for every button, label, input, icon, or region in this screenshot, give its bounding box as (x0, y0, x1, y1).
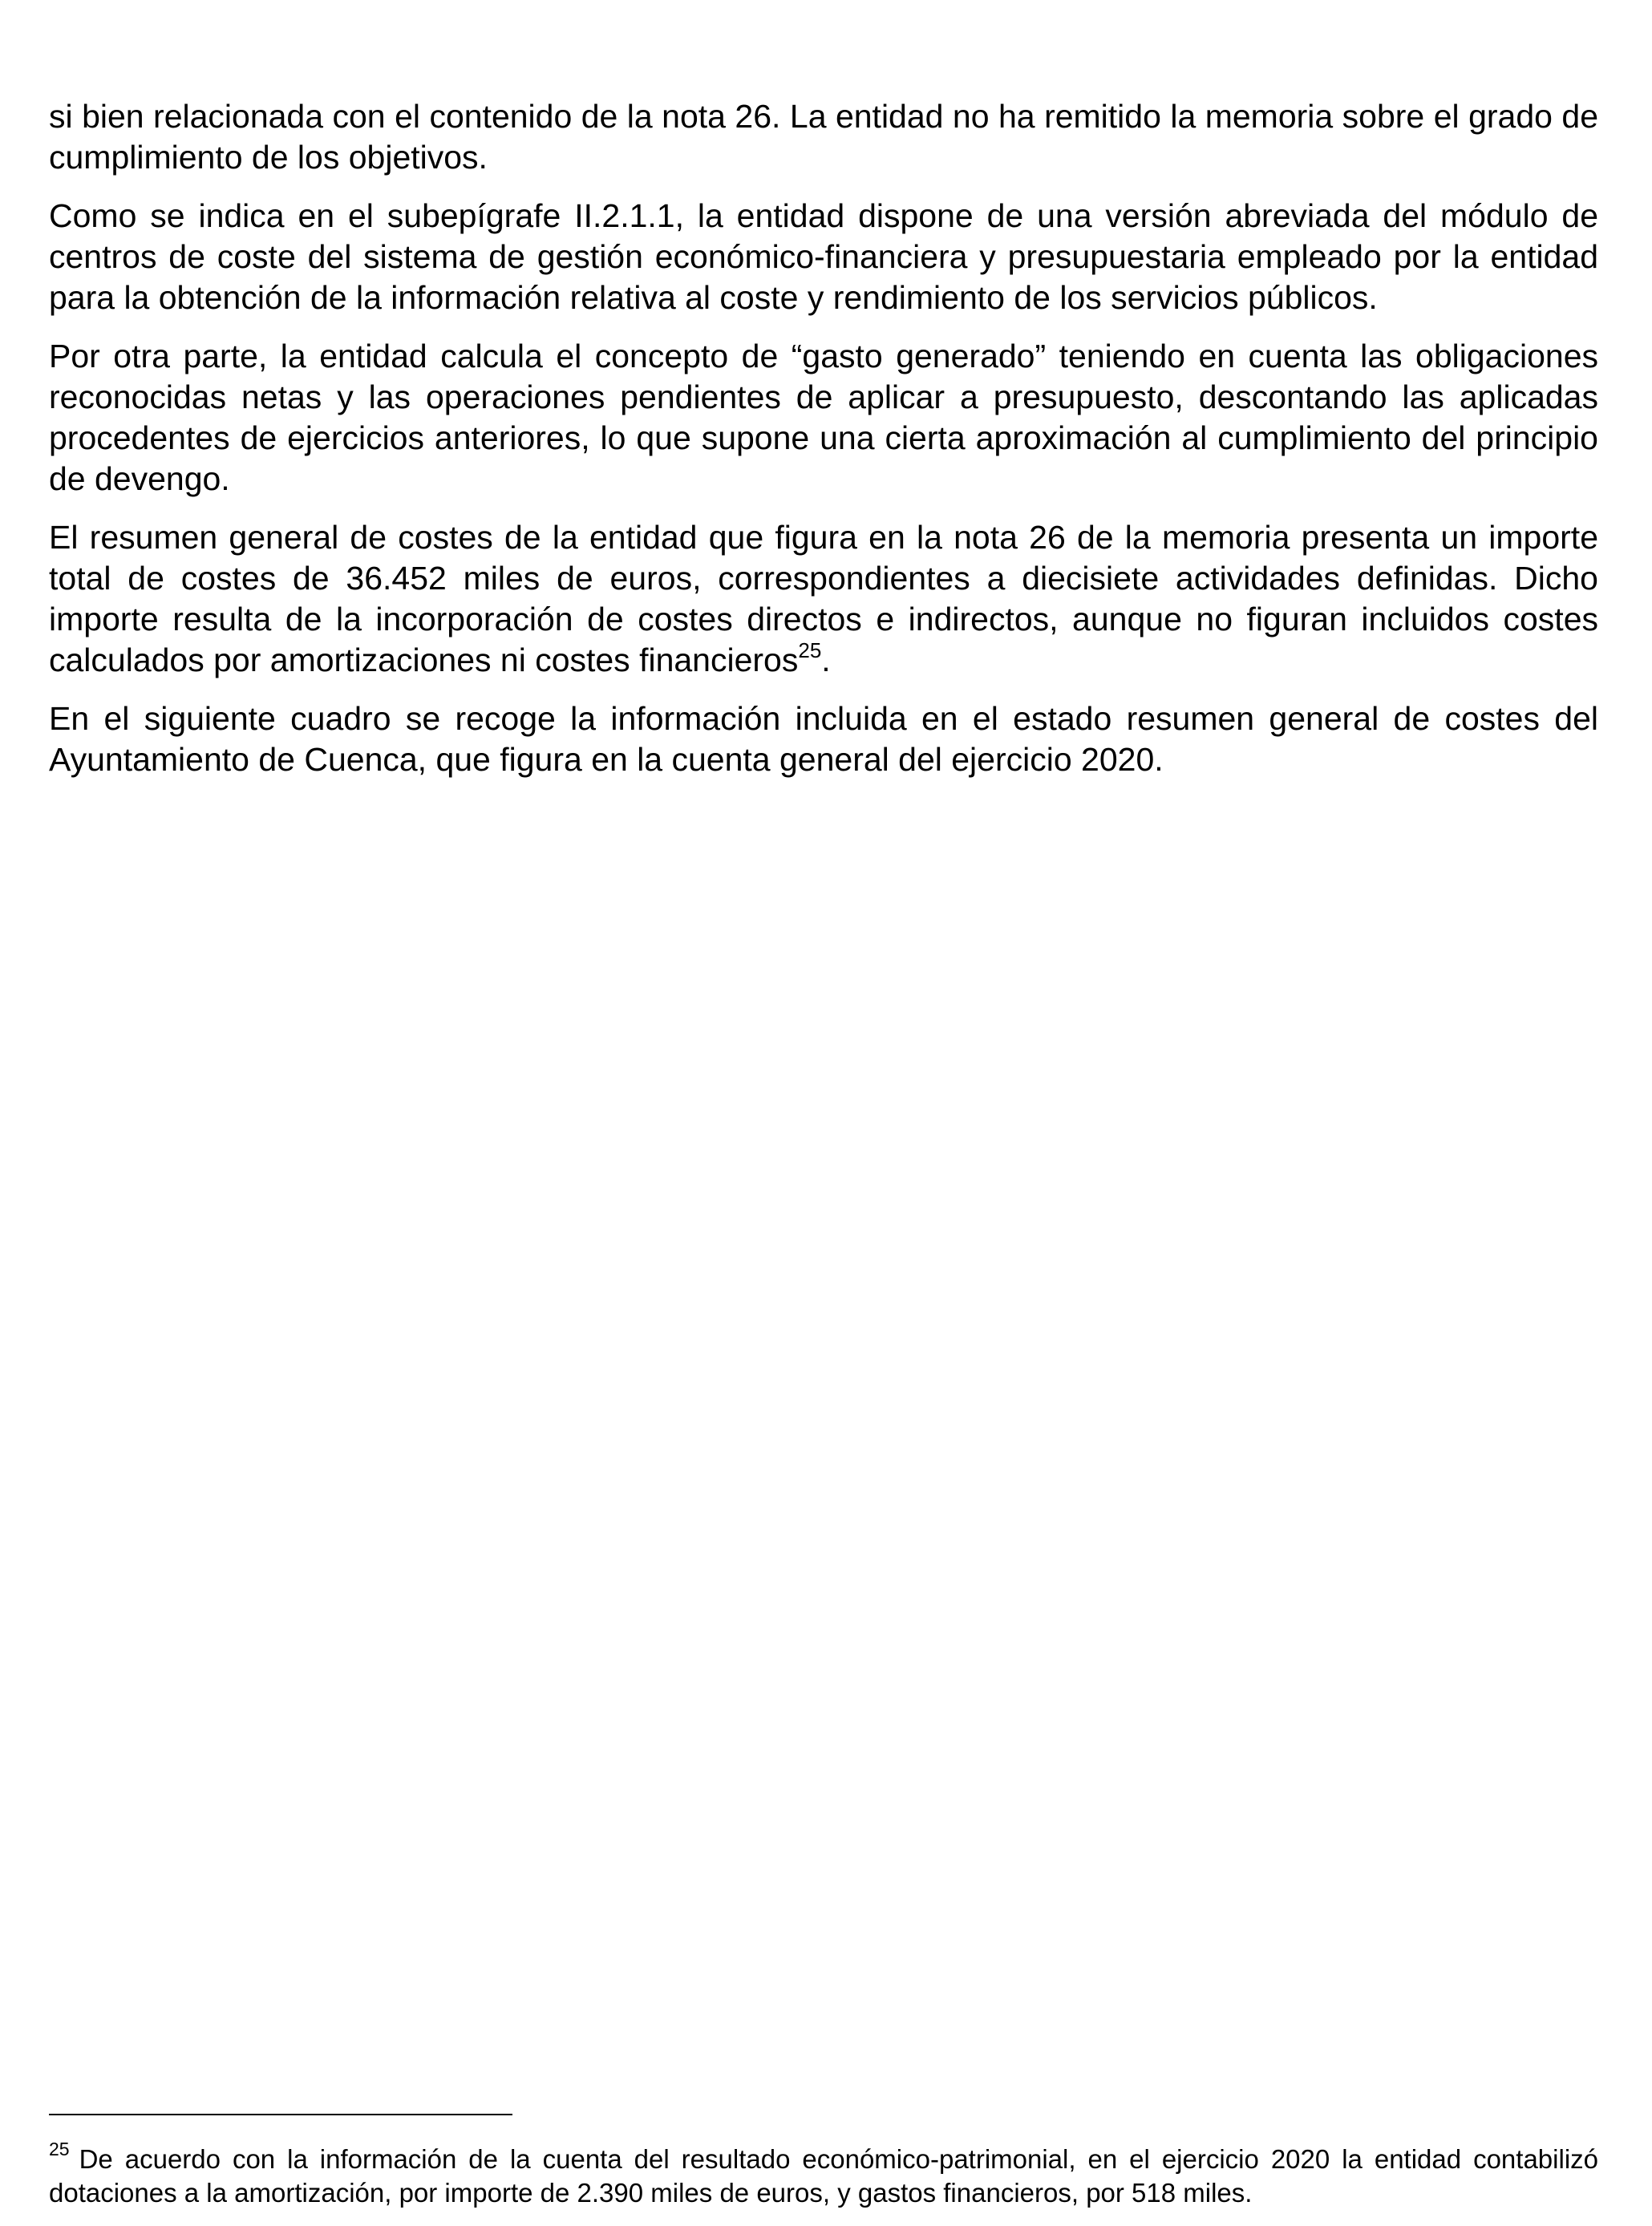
paragraph-4-text: El resumen general de costes de la entidad que figura en la nota 26 de la memoria presenta un importe total de costes de 36.452 miles de euros, correspondientes a diecisiete actividades definidas. Dicho importe resulta de la incorporación de costes directos e indirectos, aunque no figuran incluidos costes calculados por amortizaciones ni costes financieros (49, 519, 1598, 678)
paragraph-5 (49, 698, 1598, 780)
footnote-text: De acuerdo con la información de la cuenta del resultado económico-patrimonial, en el ejercicio 2020 la entidad contabilizó dotaciones a la amortización, por importe de 2.390 miles de euros, y gastos financieros, por 518 miles. (49, 2144, 1598, 2208)
footnote-number: 25 (49, 2139, 70, 2159)
paragraph-2 (49, 196, 1598, 318)
paragraph-4 (49, 517, 1598, 681)
document-body (49, 96, 1598, 798)
paragraph-3-text: Por otra parte, la entidad calcula el concepto de “gasto generado” teniendo en cuenta las obligaciones reconocidas netas y las operaciones pendientes de aplicar a presupuesto, descontando las aplicadas procedentes de ejercicios anteriores, lo que supone una cierta aproximación al cumplimiento del principio de devengo. (49, 338, 1598, 497)
paragraph-3 (49, 336, 1598, 500)
paragraph-5-text: En el siguiente cuadro se recoge la información incluida en el estado resumen general de costes del Ayuntamiento de Cuenca, que figura en la cuenta general del ejercicio 2020. (49, 700, 1598, 778)
footnote (49, 2139, 1598, 2210)
paragraph-1 (49, 96, 1598, 178)
paragraph-1-text: si bien relacionada con el contenido de la nota 26. La entidad no ha remitido la memoria sobre el grado de cumplimiento de los objetivos. (49, 98, 1598, 176)
footnote-separator (49, 2114, 512, 2115)
paragraph-4-trailing: . (821, 641, 831, 678)
paragraph-2-text: Como se indica en el subepígrafe II.2.1.1, la entidad dispone de una versión abreviada del módulo de centros de coste del sistema de gestión económico-financiera y presupuestaria empleado por la entidad para la obtención de la información relativa al coste y rendimiento de los servicios públicos. (49, 197, 1598, 316)
footnote-reference[interactable]: 25 (798, 638, 822, 663)
